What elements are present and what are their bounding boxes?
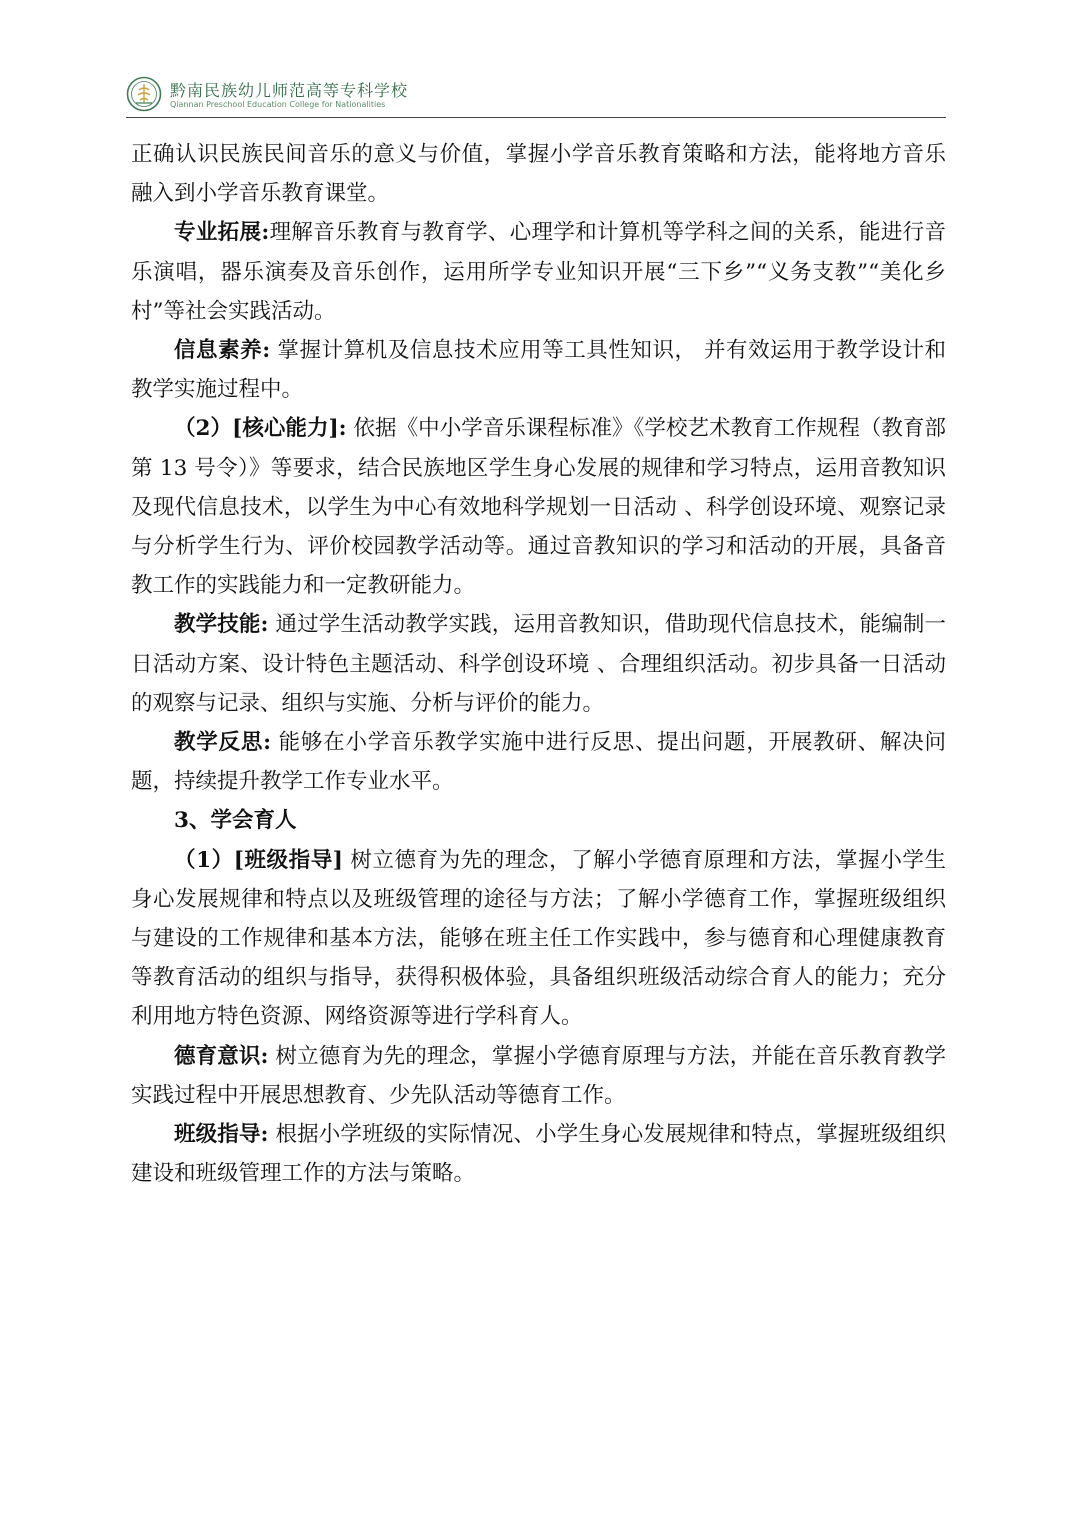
paragraph [131,1115,946,1193]
page-header [126,72,946,116]
paragraph-lead: 信息素养: [174,338,271,364]
paragraph-lead: （1）[班级指导] [174,847,343,873]
document-body [131,135,946,1193]
paragraph-text: 掌握计算机及信息技术应用等工具性知识， 并有效运用于教学设计和教学实施过程中。 [131,338,947,403]
paragraph-text: 能够在小学音乐教学实施中进行反思、提出问题，开展教研、解决问题，持续提升教学工作专业水平。 [131,730,947,795]
paragraph [131,841,946,1037]
paragraph [131,135,946,213]
paragraph [131,605,946,723]
paragraph-lead: 班级指导: [174,1122,269,1148]
paragraph-text: 理解音乐教育与教育学、心理学和计算机等学科之间的关系，能进行音乐演唱，器乐演奏及音乐创作，运用所学专业知识开展“三下乡”“义务支教”“美化乡村”等社会实践活动。 [131,220,946,324]
section-heading-text: 3、学会育人 [174,808,297,834]
paragraph-text: 依据《中小学音乐课程标准》《学校艺术教育工作规程（教育部第 13 号令）》等要求，结合民族地区学生身心发展的规律和学习特点，运用音教知识及现代信息技术，以学生为中心有效地科学规划一日活动 、科学创设环境、观察记录与分析学生行为、评价校园教学活动等。通过音教知识的学习和活动的开展，具备音教工作的实践能力和一定教研能力。 [131,416,947,599]
paragraph-text: 通过学生活动教学实践，运用音教知识，借助现代信息技术，能编制一日活动方案、设计特色主题活动、科学创设环境 、合理组织活动。初步具备一日活动的观察与记录、组织与实施、分析与评价的能力。 [131,612,947,716]
paragraph-lead: 教学反思: [174,730,272,756]
paragraph-lead: 德育意识: [174,1043,269,1069]
header-divider [126,117,946,118]
paragraph-lead: 教学技能: [174,612,269,638]
paragraph [131,1037,946,1115]
paragraph-text: 根据小学班级的实际情况、小学生身心发展规律和特点，掌握班级组织建设和班级管理工作的方法与策略。 [131,1122,947,1187]
paragraph [131,409,946,605]
school-name-en: Qiannan Preschool Education College for Nationalities [170,100,386,109]
paragraph [131,331,946,409]
section-heading [131,801,946,840]
paragraph-text: 树立德育为先的理念，掌握小学德育原理与方法，并能在音乐教育教学实践过程中开展思想教育、少先队活动等德育工作。 [131,1043,947,1108]
school-emblem-icon [126,76,162,112]
paragraph-lead: （2）[核心能力]: [174,416,347,442]
paragraph [131,213,946,331]
paragraph [131,723,946,801]
paragraph-text: 树立德育为先的理念，了解小学德育原理和方法，掌握小学生身心发展规律和特点以及班级管理的途径与方法；了解小学德育工作，掌握班级组织与建设的工作规律和基本方法，能够在班主任工作实践中，参与德育和心理健康教育等教育活动的组织与指导，获得积极体验，具备组织班级活动综合育人的能力；充分利用地方特色资源、网络资源等进行学科育人。 [131,847,946,1030]
paragraph-text: 正确认识民族民间音乐的意义与价值，掌握小学音乐教育策略和方法，能将地方音乐融入到小学音乐教育课堂。 [131,142,946,207]
school-name-cn: 黔南民族幼儿师范高等专科学校 [170,81,409,100]
paragraph-lead: 专业拓展: [174,220,270,246]
